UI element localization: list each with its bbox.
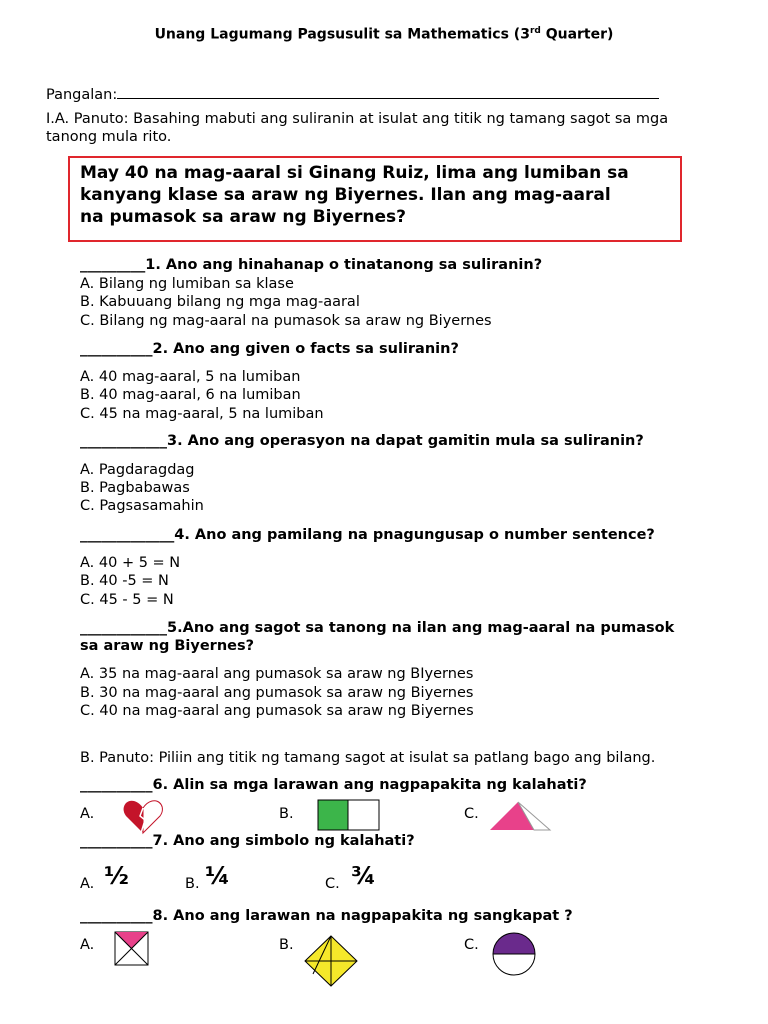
q4-option-c: C. 45 - 5 = N [80, 592, 174, 608]
q4-option-a: A. 40 + 5 = N [80, 555, 181, 571]
q7-option-c-label: C. [325, 876, 340, 892]
instructions-a-line1: I.A. Panuto: Basahing mabuti ang suliranin at isulat ang titik ng tamang sagot sa mga [46, 111, 669, 127]
heart-half-icon [122, 798, 164, 836]
problem-line2: kanyang klase sa araw ng Biyernes. Ilan ang mag-aaral [80, 185, 611, 205]
diamond-icon [303, 934, 359, 988]
q3-option-c: C. Pagsasamahin [80, 498, 204, 514]
q1-option-c: C. Bilang ng mag-aaral na pumasok sa araw ng Biyernes [80, 313, 492, 329]
question-2: __________2. Ano ang given o facts sa suliranin? [80, 341, 459, 357]
question-5: ____________5.Ano ang sagot sa tanong na ilan ang mag-aaral na pumasok [80, 620, 675, 636]
answer-blank-7[interactable]: __________ [80, 833, 153, 849]
q7-option-a-label: A. [80, 876, 95, 892]
q5-option-c: C. 40 na mag-aaral ang pumasok sa araw ng Biyernes [80, 703, 474, 719]
q2-option-a: A. 40 mag-aaral, 5 na lumiban [80, 369, 301, 385]
name-field[interactable] [46, 84, 659, 103]
answer-blank-4[interactable]: _____________ [80, 527, 175, 543]
answer-blank-3[interactable]: ____________ [80, 433, 167, 449]
question-6: __________6. Alin sa mga larawan ang nagpapakita ng kalahati? [80, 777, 587, 793]
answer-blank-8[interactable]: __________ [80, 908, 153, 924]
q8-option-c-label: C. [464, 937, 479, 953]
name-blank[interactable] [117, 84, 659, 99]
square-quarter-icon [114, 931, 150, 967]
name-label: Pangalan: [46, 87, 118, 103]
q3-option-b: B. Pagbabawas [80, 480, 190, 496]
q1-option-b: B. Kabuuang bilang ng mga mag-aaral [80, 294, 360, 310]
fraction-three-quarters: ¾ [351, 862, 376, 890]
rectangle-half-icon [317, 799, 380, 831]
question-3: ____________3. Ano ang operasyon na dapat gamitin mula sa suliranin? [80, 433, 644, 449]
problem-line1: May 40 na mag-aaral si Ginang Ruiz, lima ang lumiban sa [80, 163, 629, 183]
question-1: _________1. Ano ang hinahanap o tinatanong sa suliranin? [80, 257, 543, 273]
question-4: _____________4. Ano ang pamilang na pnagungusap o number sentence? [80, 527, 655, 543]
page-title: Unang Lagumang Pagsusulit sa Mathematics (3rd Quarter) [154, 26, 614, 43]
q2-option-b: B. 40 mag-aaral, 6 na lumiban [80, 387, 301, 403]
problem-line3: na pumasok sa araw ng Biyernes? [80, 207, 407, 227]
instructions-a-line2: tanong mula rito. [46, 129, 172, 145]
question-8: __________8. Ano ang larawan na nagpapakita ng sangkapat ? [80, 908, 573, 924]
fraction-one-half: ½ [104, 862, 129, 890]
problem-box [68, 156, 682, 242]
instructions-b: B. Panuto: Piliin ang titik ng tamang sagot at isulat sa patlang bago ang bilang. [80, 750, 656, 766]
q8-option-a-label: A. [80, 937, 95, 953]
q8-option-b-label: B. [279, 937, 294, 953]
q5-option-a: A. 35 na mag-aaral ang pumasok sa araw ng BIyernes [80, 666, 474, 682]
fraction-one-quarter: ¼ [205, 862, 230, 890]
answer-blank-2[interactable]: __________ [80, 341, 153, 357]
circle-half-icon [491, 932, 537, 976]
q6-option-b-label: B. [279, 806, 294, 822]
q6-option-a-label: A. [80, 806, 95, 822]
q2-option-c: C. 45 na mag-aaral, 5 na lumiban [80, 406, 324, 422]
question-5-line2: sa araw ng Biyernes? [80, 638, 255, 654]
answer-blank-1[interactable]: _________ [80, 257, 146, 273]
answer-blank-6[interactable]: __________ [80, 777, 153, 793]
q5-option-b: B. 30 na mag-aaral ang pumasok sa araw ng Biyernes [80, 685, 474, 701]
q7-option-b-label: B. [185, 876, 200, 892]
triangle-icon [488, 800, 552, 832]
answer-blank-5[interactable]: ____________ [80, 620, 167, 636]
q1-option-a: A. Bilang ng lumiban sa klase [80, 276, 294, 292]
q4-option-b: B. 40 -5 = N [80, 573, 169, 589]
question-7: __________7. Ano ang simbolo ng kalahati? [80, 833, 415, 849]
q3-option-a: A. Pagdaragdag [80, 462, 195, 478]
q6-option-c-label: C. [464, 806, 479, 822]
